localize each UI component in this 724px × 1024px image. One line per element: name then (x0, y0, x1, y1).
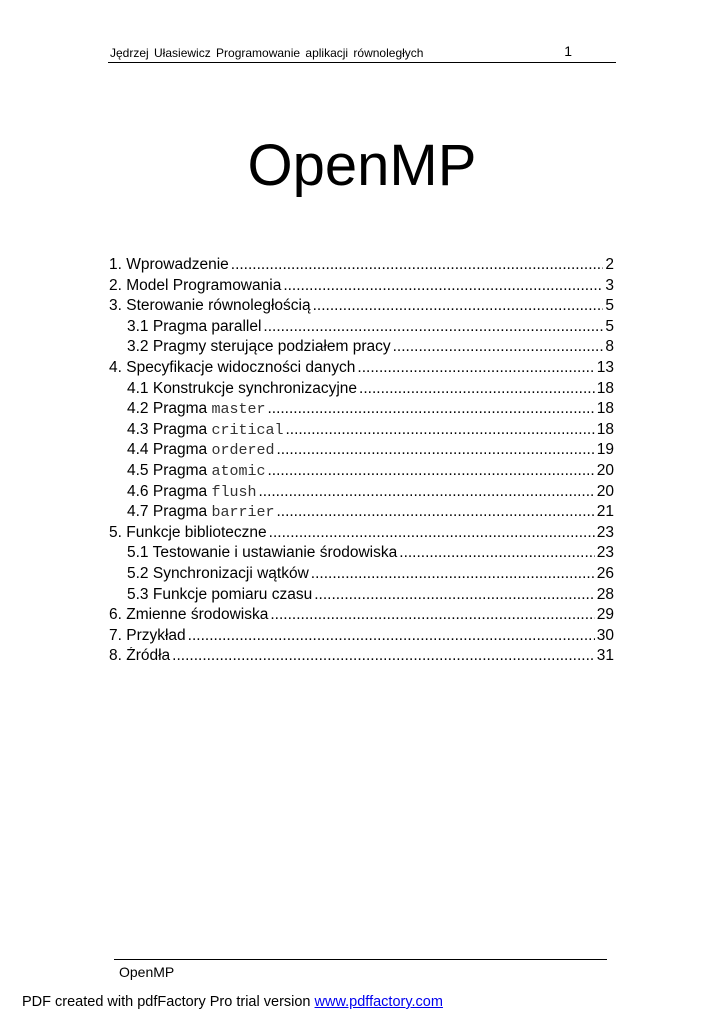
toc-entry-text: 4.3 Pragma (127, 420, 212, 438)
toc-entry-label (127, 380, 357, 398)
toc-entry-label (109, 297, 311, 315)
toc-entry-page: 23 (596, 544, 614, 562)
toc-entry-text: 5.2 Synchronizacji wątków (127, 564, 309, 582)
toc-entry-page: 3 (605, 276, 614, 294)
pdffactory-link[interactable]: www.pdffactory.com (314, 994, 443, 1010)
toc-entry-label (109, 524, 267, 542)
toc-entry[interactable] (109, 544, 614, 565)
toc-entry[interactable] (109, 297, 614, 318)
toc-entry-page: 13 (596, 358, 614, 376)
toc-dot-leader (267, 462, 594, 480)
toc-dot-leader (314, 586, 595, 604)
toc-entry-text: 5. Funkcje biblioteczne (109, 523, 267, 541)
toc-dot-leader (231, 256, 604, 274)
header-page-number: 1 (564, 43, 572, 59)
toc-entry[interactable] (109, 400, 614, 421)
toc-entry-label (127, 565, 309, 583)
toc-entry[interactable] (109, 647, 614, 668)
toc-entry-label (109, 647, 170, 665)
toc-entry-text: 1. Wprowadzenie (109, 256, 229, 273)
toc-entry[interactable] (109, 483, 614, 504)
toc-entry-text: 4.7 Pragma (127, 503, 212, 521)
toc-dot-leader (188, 627, 595, 645)
toc-entry-page: 18 (596, 400, 614, 418)
document-title: OpenMP (247, 133, 477, 198)
toc-entry-page: 5 (605, 317, 614, 335)
toc-entry-page: 19 (596, 441, 614, 459)
toc-entry[interactable] (109, 441, 614, 462)
toc-entry[interactable] (109, 503, 614, 524)
toc-entry[interactable] (109, 318, 614, 339)
toc-entry-text: 4.2 Pragma (127, 400, 212, 418)
toc-entry-page: 23 (596, 523, 614, 541)
toc-entry-text: 4.5 Pragma (127, 461, 212, 479)
toc-entry[interactable] (109, 586, 614, 607)
toc-entry-code: atomic (211, 462, 266, 480)
toc-entry-text: 4.4 Pragma (127, 441, 212, 459)
toc-entry-page: 29 (596, 606, 614, 624)
toc-entry-text: 6. Zmienne środowiska (109, 606, 269, 624)
toc-dot-leader (263, 318, 603, 336)
toc-entry-page: 30 (596, 626, 614, 644)
footer-label: OpenMP (119, 964, 175, 980)
toc-entry-text: 3.2 Pragmy sterujące podziałem pracy (127, 338, 391, 356)
toc-entry[interactable] (109, 359, 614, 380)
toc-entry-page: 2 (605, 256, 614, 273)
toc-entry-code: flush (211, 483, 257, 501)
toc-entry-code: barrier (211, 504, 275, 522)
toc-entry-page: 28 (596, 585, 614, 603)
toc-entry-page: 26 (596, 564, 614, 582)
toc-entry-text: 4. Specyfikacje widoczności danych (109, 358, 356, 376)
toc-entry[interactable] (109, 524, 614, 545)
toc-entry[interactable] (109, 380, 614, 401)
toc-entry-label (127, 544, 397, 562)
toc-dot-leader (270, 606, 594, 624)
toc-dot-leader (311, 565, 595, 583)
toc-entry-text: 5.1 Testowanie i ustawianie środowiska (127, 544, 398, 562)
toc-entry-label (127, 586, 312, 604)
toc-entry-label (109, 277, 281, 295)
toc-dot-leader (172, 647, 595, 665)
toc-entry-text: 3. Sterowanie równoległością (109, 297, 311, 315)
table-of-contents (109, 256, 614, 668)
footer-divider (114, 959, 607, 960)
toc-entry-text: 4.1 Konstrukcje synchronizacyjne (127, 379, 358, 397)
toc-entry-label (127, 400, 265, 418)
toc-entry-page: 18 (596, 379, 614, 397)
pdf-creator-text: PDF created with pdfFactory Pro trial version (22, 994, 315, 1010)
toc-entry-page: 20 (596, 482, 614, 500)
toc-entry-page: 31 (596, 647, 614, 665)
toc-dot-leader (359, 380, 595, 398)
toc-entry-text: 4.6 Pragma (127, 482, 212, 500)
toc-entry-page: 8 (605, 338, 614, 356)
toc-dot-leader (267, 400, 594, 418)
toc-dot-leader (399, 544, 594, 562)
toc-entry-label (109, 606, 268, 624)
toc-dot-leader (269, 524, 595, 542)
toc-entry-text: 2. Model Programowania (109, 276, 282, 294)
toc-entry[interactable] (109, 256, 614, 277)
toc-entry-code: critical (211, 421, 284, 439)
toc-dot-leader (393, 338, 604, 356)
toc-entry-text: 8. Źródła (109, 647, 171, 665)
toc-dot-leader (258, 483, 594, 501)
toc-entry-code: master (211, 401, 266, 419)
toc-entry-label (109, 627, 186, 645)
toc-entry-text: 7. Przykład (109, 626, 186, 644)
toc-dot-leader (276, 441, 594, 459)
toc-entry-label (127, 483, 256, 501)
toc-entry-page: 21 (596, 503, 614, 521)
toc-entry-text: 3.1 Pragma parallel (127, 317, 262, 335)
toc-entry-page: 20 (596, 461, 614, 479)
page-header (108, 40, 616, 63)
toc-entry-label (109, 359, 355, 377)
toc-dot-leader (313, 297, 604, 315)
toc-entry-label (127, 338, 391, 356)
toc-entry[interactable] (109, 421, 614, 442)
header-author-title: Jędrzej Ułasiewicz Programowanie aplikacji równoległych (110, 46, 424, 60)
toc-dot-leader (283, 277, 603, 295)
toc-entry-text: 5.3 Funkcje pomiaru czasu (127, 585, 313, 603)
toc-entry-label (127, 318, 261, 336)
toc-dot-leader (276, 503, 594, 521)
toc-entry-label (127, 421, 283, 439)
toc-entry[interactable] (109, 277, 614, 298)
toc-entry[interactable] (109, 338, 614, 359)
toc-dot-leader (357, 359, 594, 377)
pdf-creator-note (22, 994, 443, 1010)
toc-entry[interactable] (109, 606, 614, 627)
toc-entry[interactable] (109, 462, 614, 483)
toc-entry-code: ordered (211, 442, 275, 460)
toc-entry-label (127, 462, 265, 480)
toc-entry-page: 5 (605, 297, 614, 315)
toc-entry-page: 18 (596, 420, 614, 438)
toc-entry-label (127, 441, 274, 459)
toc-entry-label (109, 256, 229, 274)
toc-entry-label (127, 503, 274, 521)
toc-entry[interactable] (109, 627, 614, 648)
toc-entry[interactable] (109, 565, 614, 586)
toc-dot-leader (285, 421, 594, 439)
